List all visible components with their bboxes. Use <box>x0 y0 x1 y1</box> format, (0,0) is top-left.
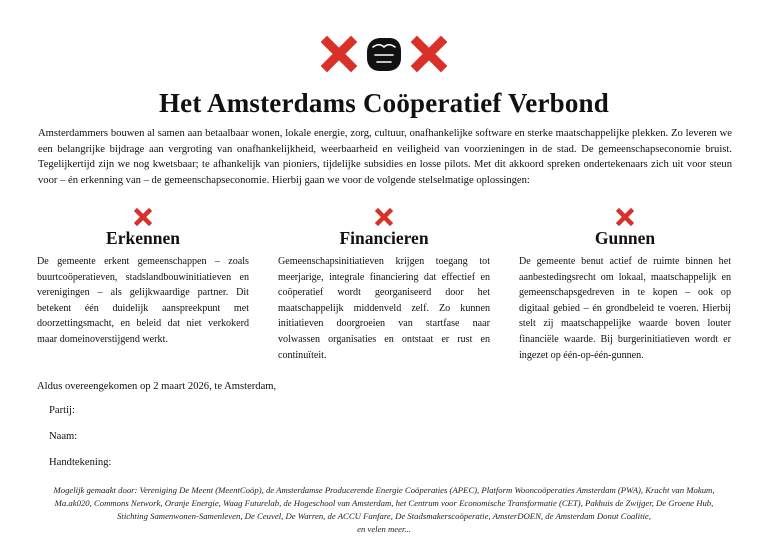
credits <box>30 484 738 536</box>
pillar-erkennen <box>37 208 249 348</box>
naam-field-label: Naam: <box>49 431 78 442</box>
pillar-financieren <box>278 208 490 363</box>
handshake-fist-icon <box>363 34 405 74</box>
handtekening-field-label: Handtekening: <box>49 457 112 468</box>
credits-line: Stichting Samenwonen-Samenleven, De Ceuvel, De Warren, de ACCU Fanfare, De Stadsmakerscoöperatie, AmsterDOEN, de Amsterdam Donut Coalitie, <box>117 511 651 521</box>
pillar-text: De gemeente erkent gemeenschappen – zoals buurtcoöperatieven, stadslandbouwinitiatieven en verenigingen – als gelijkwaardige partner. Dit betekent één duidelijk aanspreekpunt met doorzettingsmacht, en beleid dat niet verkokerd maar domeinoverstijgend werkt. <box>37 256 249 345</box>
partij-field-label: Partij: <box>49 405 75 416</box>
intro-paragraph: Amsterdammers bouwen al samen aan betaalbaar wonen, lokale energie, zorg, cultuur, onafhankelijke software en sterke maatschappelijke plekken. Zo leveren we een belangrijke bijdrage aan vergroting van onafhankelijkheid, weerbaarheid en veiligheid van voorzieningen in de stad. De gemeenschapseconomie bruist. Tegelijkertijd zijn we nog kwetsbaar; te afhankelijk van pioniers, tijdelijke subsidies en losse pilots. Met dit akkoord spreken ondertekenaars zich uit voor steun voor – én erkenning van – de gemeenschapseconomie. Hierbij gaan we voor de volgende stelselmatige oplossingen: <box>38 128 732 186</box>
cross-icon <box>375 208 393 226</box>
pillar-text: De gemeente benut actief de ruimte binnen het aanbestedingsrecht om lokaal, maatschappelijk en gemeenschapsgedreven in te kopen – ook op digitaal gebied – én grondbeleid te voeren. Hierbij stelt zij maatschappelijke waarde boven louter financiële waarde. Bij burgerinitiatieven wordt er ingezet op één-op-één-gunnen. <box>519 256 731 361</box>
cross-icon <box>616 208 634 226</box>
pillar-heading: Financieren <box>339 228 429 248</box>
logo <box>0 34 768 74</box>
credits-line: en velen meer... <box>357 524 411 534</box>
pillar-gunnen <box>519 208 731 363</box>
pillar-heading: Gunnen <box>594 228 656 248</box>
pillar-text: Gemeenschapsinitiatieven krijgen toegang tot meerjarige, integrale financiering dat effectief en coöperatief wordt georganiseerd door het maatschappelijk middenveld zelf. Zo kunnen initiatieven doorgroeien van startfase naar volwassen organisaties en ontstaat er rust en continuïteit. <box>278 256 490 361</box>
saint-andrews-cross-icon <box>411 36 447 72</box>
agreement-statement: Aldus overeengekomen op 2 maart 2026, te Amsterdam, <box>37 381 277 392</box>
cross-icon <box>134 208 152 226</box>
pillar-heading: Erkennen <box>106 228 180 248</box>
saint-andrews-cross-icon <box>321 36 357 72</box>
page-title: Het Amsterdams Coöperatief Verbond <box>158 88 609 118</box>
credits-line: Ma.ak020, Commons Network, Oranje Energie, Waag Futurelab, de Hogeschool van Amsterdam, het Centrum voor Economische Transformatie (CET), Pakhuis de Zwijger, De Groene Hub, <box>54 498 714 508</box>
credits-line: Mogelijk gemaakt door: Vereniging De Meent (MeentCoöp), de Amsterdamse Producerende Energie Coöperaties (APEC), Platform Wooncoöperaties Amsterdam (PWA), Kracht van Mokum, <box>53 485 715 495</box>
